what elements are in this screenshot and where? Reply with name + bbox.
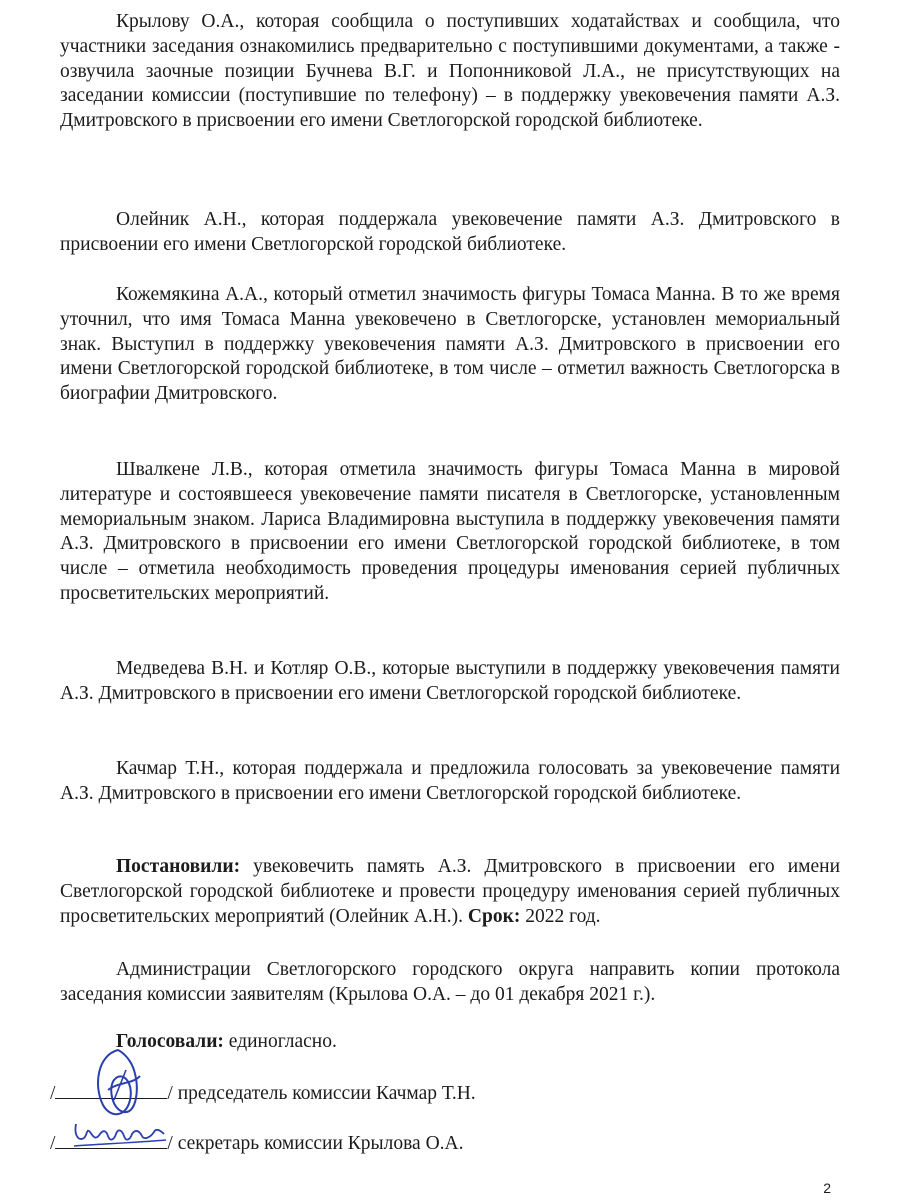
signature-line-secretary: / (50, 1133, 167, 1154)
resolution-text: увековечить память А.З. Дмитровского в присвоении его имени Светлогорской городской библиотеке и провести процедуру именования серией публичных просветительских мероприятий (Олейник А.Н.). (60, 856, 840, 927)
paragraph-kozhemyakina: Кожемякина А.А., который отметил значимость фигуры Томаса Манна. В то же время уточнил, что имя Томаса Манна увековечено в Светлогорске, установлен мемориальный знак. Выступил в поддержку увековечения памяти А.З. Дмитровского в присвоении его имени Светлогорской городской библиотеке, в том числе – отметил важность Светлогорска в биографии Дмитровского. (60, 284, 840, 405)
vote-label: Голосовали: (116, 1031, 224, 1052)
chairman-signature (78, 1040, 158, 1130)
resolution-paragraph (60, 855, 840, 929)
admin-instruction: Администрации Светлогорского городского округа направить копии протокола заседания комиссии заявителям (Крылова О.А. – до 01 декабря 2021 г.). (60, 959, 840, 1005)
paragraph-kachmar: Качмар Т.Н., которая поддержала и предложила голосовать за увековечение памяти А.З. Дмитровского в присвоении его имени Светлогорской городской библиотеке. (60, 758, 840, 804)
deadline-text: 2022 год. (520, 905, 601, 927)
signature-role-chairman: / председатель комиссии Качмар Т.Н. (167, 1083, 476, 1104)
paragraph-krylova: Крылову О.А., которая сообщила о поступивших ходатайствах и сообщила, что участники заседания ознакомились предварительно с поступившими документами, а также - озвучила заочные позиции Бучнева В.Г. и Попонниковой Л.А., не присутствующих на заседании комиссии (поступившие по телефону) – в поддержку увековечения памяти А.З. Дмитровского в присвоении его имени Светлогорской городской библиотеке. (60, 11, 840, 132)
vote-text: единогласно. (223, 1031, 337, 1052)
deadline-label: Срок: (467, 905, 521, 927)
paragraph-oleynik: Олейник А.Н., которая поддержала увековечение памяти А.З. Дмитровского в присвоении его имени Светлогорской городской библиотеке. (60, 209, 840, 255)
paragraph-shvalkene: Швалкене Л.В., которая отметила значимость фигуры Томаса Манна в мировой литературе и состоявшееся увековечение памяти писателя в Светлогорске, установленным мемориальным знаком. Лариса Владимировна выступила в поддержку увековечения памяти А.З. Дмитровского в присвоении его имени Светлогорской городской библиотеке, в том числе – отметила необходимость проведения процедуры именования серией публичных просветительских мероприятий. (60, 459, 840, 604)
page-number: 2 (823, 1180, 831, 1196)
resolution-label: Постановили: (116, 856, 241, 877)
vote-paragraph (60, 1030, 840, 1055)
signature-role-secretary: / секретарь комиссии Крылова О.А. (167, 1133, 464, 1154)
secretary-signature (70, 1118, 170, 1154)
paragraph-medvedeva: Медведева В.Н. и Котляр О.В., которые выступили в поддержку увековечения памяти А.З. Дмитровского в присвоении его имени Светлогорской городской библиотеке. (60, 658, 840, 704)
signature-line-chairman: / (50, 1083, 167, 1104)
